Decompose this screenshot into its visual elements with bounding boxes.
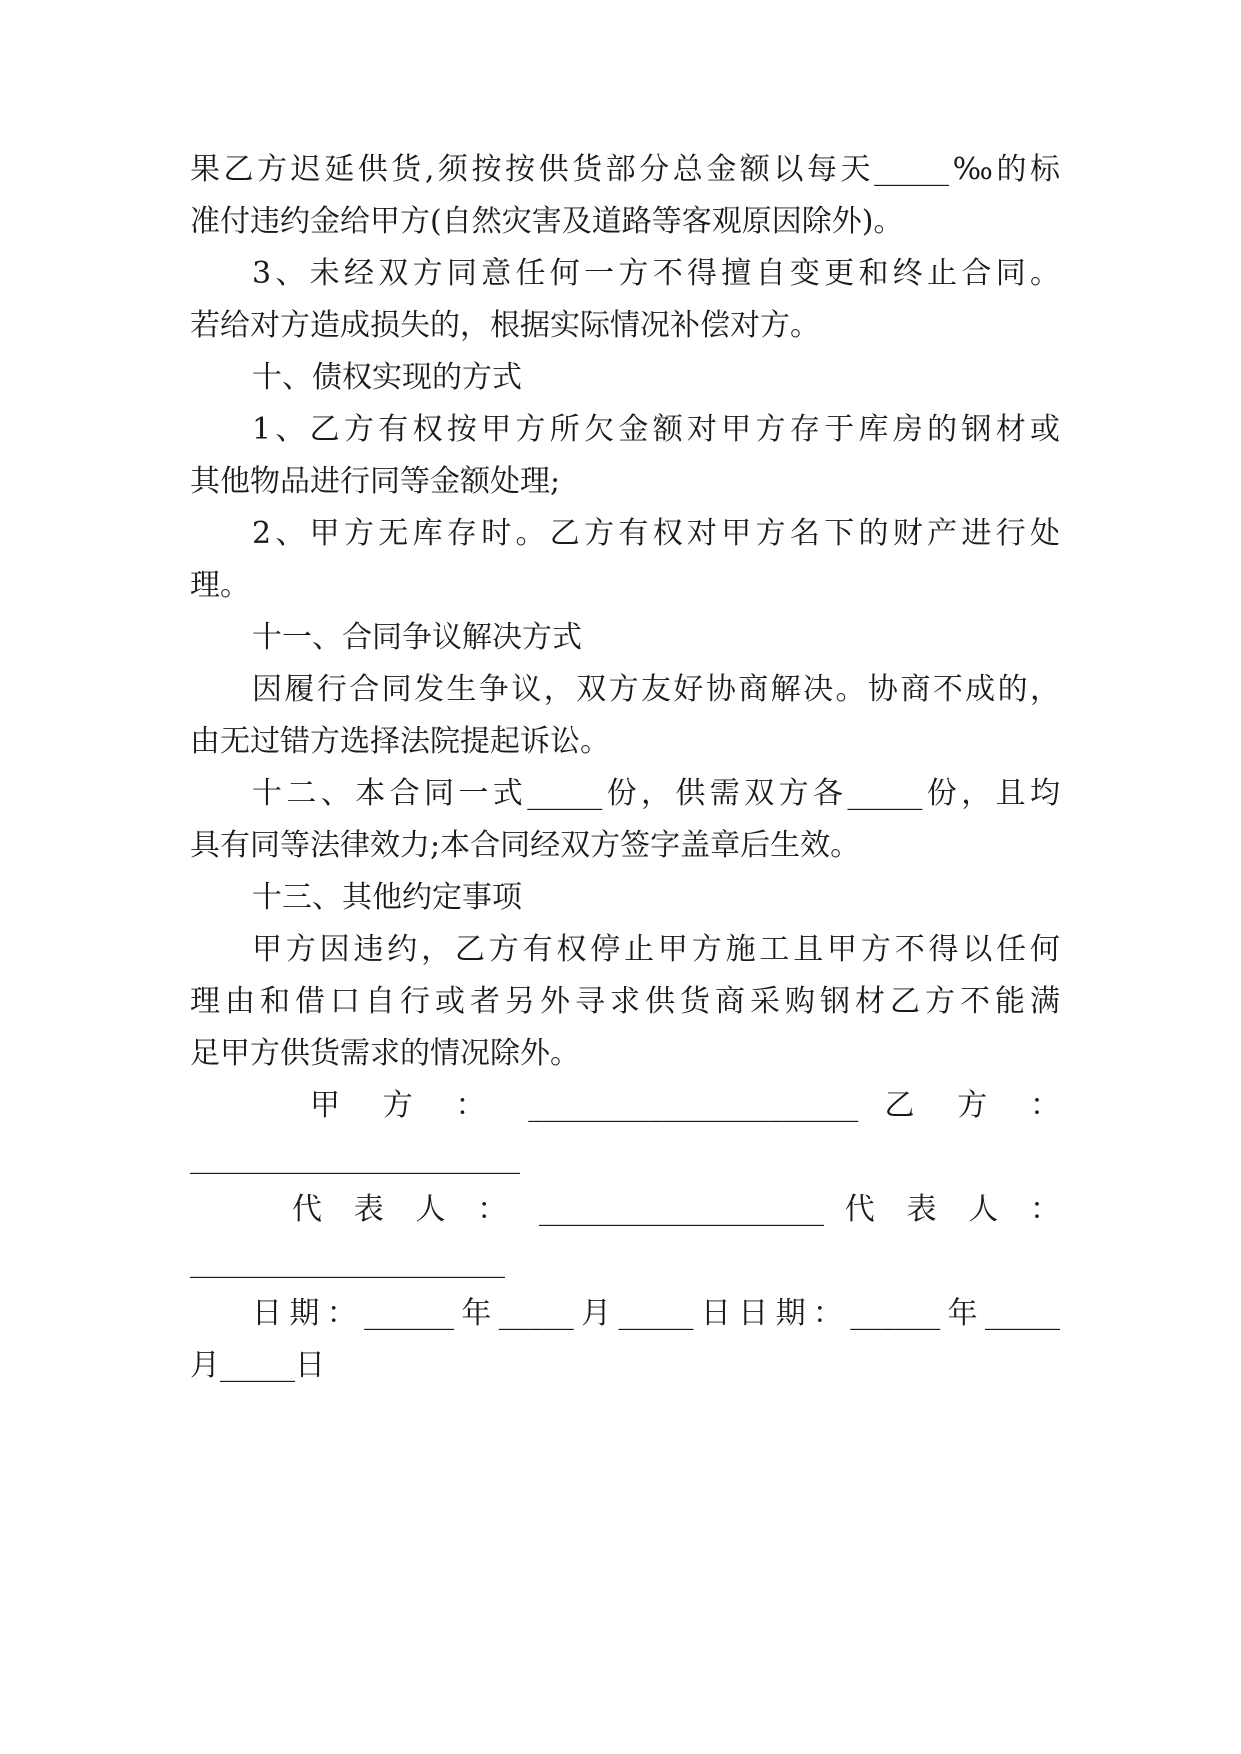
clause-10-2: 2、甲方无库存时。乙方有权对甲方名下的财产进行处 [252, 516, 1060, 551]
clause-13: 甲方因违约，乙方有权停止甲方施工且甲方不得以任何 [252, 932, 1060, 967]
clause-10-1: 1、乙方有权按甲方所欠金额对甲方存于库房的钢材或 [252, 412, 1060, 447]
section-heading-11: 十一、合同争议解决方式 [252, 620, 582, 655]
clause-13-cont: 理由和借口自行或者另外寻求供货商采购钢材乙方不能满 [190, 984, 1060, 1019]
clause-3: 3、未经双方同意任何一方不得擅自变更和终止合同。 [252, 256, 1060, 291]
body-line-1: 果乙方迟延供货,须按按供货部分总金额以每天_____‰的标 [190, 152, 1060, 187]
signature-date-cont: 月_____日 [190, 1348, 325, 1383]
clause-13-end: 足甲方供货需求的情况除外。 [190, 1036, 580, 1071]
clause-11: 因履行合同发生争议，双方友好协商解决。协商不成的， [252, 672, 1060, 707]
clause-10-2-cont: 理。 [190, 568, 250, 603]
signature-party-a: 甲 方 ： ______________________ 乙 方 ： [310, 1088, 1060, 1123]
clause-3-cont: 若给对方造成损失的，根据实际情况补偿对方。 [190, 308, 820, 343]
signature-representative: 代 表 人 ： ___________________ 代 表 人 ： [292, 1192, 1060, 1227]
section-heading-10: 十、债权实现的方式 [252, 360, 522, 395]
clause-10-1-cont: 其他物品进行同等金额处理; [190, 464, 561, 499]
signature-date: 日期：______年_____月_____日日期：______年_____ [252, 1296, 1060, 1331]
section-heading-13: 十三、其他约定事项 [252, 880, 522, 915]
clause-12-cont: 具有同等法律效力;本合同经双方签字盖章后生效。 [190, 828, 861, 863]
signature-party-a-cont: ______________________ [190, 1140, 520, 1175]
clause-11-cont: 由无过错方选择法院提起诉讼。 [190, 724, 610, 759]
signature-representative-cont: _____________________ [190, 1244, 505, 1279]
section-heading-12: 十二、本合同一式_____份，供需双方各_____份，且均 [252, 776, 1060, 811]
body-line-2: 准付违约金给甲方(自然灾害及道路等客观原因除外)。 [190, 204, 904, 239]
